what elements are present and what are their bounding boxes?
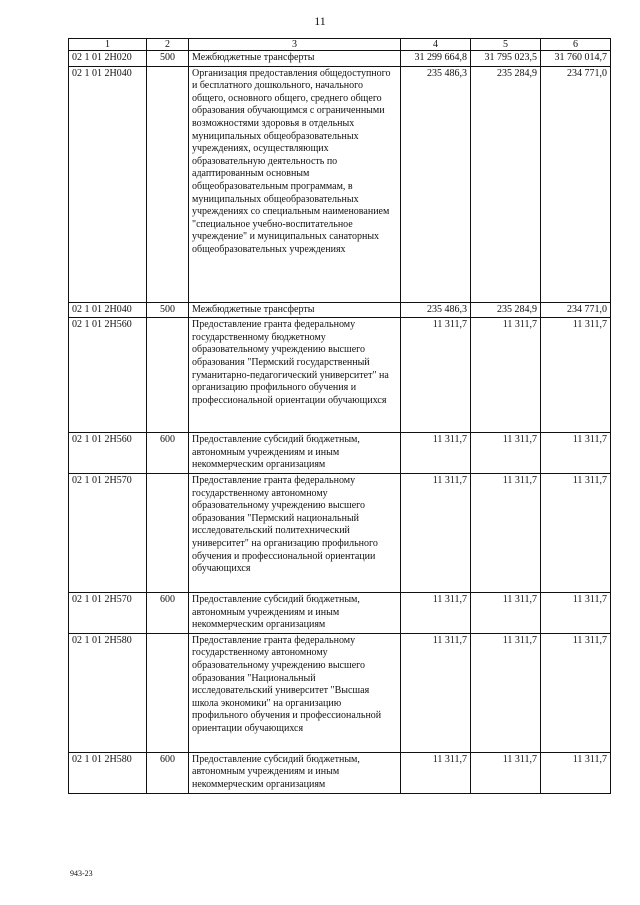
- expense-type-cell: 500: [147, 302, 189, 318]
- column-header: 2: [147, 39, 189, 51]
- amount-col6-cell: 11 311,7: [541, 633, 611, 752]
- amount-col4-cell: 11 311,7: [401, 752, 471, 793]
- amount-col4-cell: 11 311,7: [401, 592, 471, 633]
- budget-code-cell: 02 1 01 2Н020: [69, 51, 147, 67]
- table-row: [69, 318, 611, 433]
- amount-col5-cell: 11 311,7: [471, 318, 541, 433]
- column-header: 3: [189, 39, 401, 51]
- amount-col4-cell: 11 311,7: [401, 318, 471, 433]
- description-cell: Предоставление субсидий бюджетным, автономным учреждениям и иным некоммерческим организациям: [189, 752, 401, 793]
- amount-col6-cell: 234 771,0: [541, 302, 611, 318]
- amount-col6-cell: 11 311,7: [541, 752, 611, 793]
- budget-code-cell: 02 1 01 2Н560: [69, 433, 147, 474]
- amount-col4-cell: 235 486,3: [401, 66, 471, 302]
- expense-type-cell: [147, 633, 189, 752]
- budget-code-cell: 02 1 01 2Н040: [69, 302, 147, 318]
- column-header: 4: [401, 39, 471, 51]
- amount-col5-cell: 31 795 023,5: [471, 51, 541, 67]
- amount-col5-cell: 235 284,9: [471, 302, 541, 318]
- table-row: [69, 592, 611, 633]
- amount-col5-cell: 235 284,9: [471, 66, 541, 302]
- table-row: [69, 302, 611, 318]
- expense-type-cell: 600: [147, 592, 189, 633]
- amount-col6-cell: 11 311,7: [541, 433, 611, 474]
- amount-col4-cell: 235 486,3: [401, 302, 471, 318]
- table-row: [69, 433, 611, 474]
- budget-code-cell: 02 1 01 2Н570: [69, 473, 147, 592]
- expense-type-cell: [147, 473, 189, 592]
- table-row: [69, 473, 611, 592]
- description-cell: Организация предоставления общедоступного и бесплатного дошкольного, начального общего, основного общего, среднего общего образования обучающимся с ограниченными возможностями здоровья в отдельных муниципальных общеобразовательных учреждениях, осуществляющих образовательную деятельность по адаптированным основным общеобразовательным программам, в муниципальных общеобразовательных учреждениях со специальным наименованием "специальное учебно-воспитательное учреждение" и муниципальных санаторных общеобразовательных учреждениях: [189, 66, 401, 302]
- column-header: 1: [69, 39, 147, 51]
- budget-code-cell: 02 1 01 2Н580: [69, 633, 147, 752]
- amount-col5-cell: 11 311,7: [471, 592, 541, 633]
- table-row: [69, 633, 611, 752]
- expense-type-cell: [147, 66, 189, 302]
- budget-code-cell: 02 1 01 2Н570: [69, 592, 147, 633]
- amount-col5-cell: 11 311,7: [471, 433, 541, 474]
- amount-col5-cell: 11 311,7: [471, 473, 541, 592]
- amount-col6-cell: 11 311,7: [541, 473, 611, 592]
- expense-type-cell: 600: [147, 433, 189, 474]
- budget-code-cell: 02 1 01 2Н580: [69, 752, 147, 793]
- amount-col4-cell: 11 311,7: [401, 473, 471, 592]
- budget-code-cell: 02 1 01 2Н040: [69, 66, 147, 302]
- amount-col6-cell: 31 760 014,7: [541, 51, 611, 67]
- column-header: 5: [471, 39, 541, 51]
- document-code: 943-23: [70, 869, 93, 878]
- amount-col5-cell: 11 311,7: [471, 752, 541, 793]
- description-cell: Предоставление субсидий бюджетным, автономным учреждениям и иным некоммерческим организациям: [189, 592, 401, 633]
- expense-type-cell: 500: [147, 51, 189, 67]
- description-cell: Предоставление гранта федеральному государственному бюджетному образовательному учреждению высшего образования "Пермский государственный гуманитарно-педагогический университет" на организацию профильного обучения и профессиональной ориентации обучающихся: [189, 318, 401, 433]
- description-cell: Межбюджетные трансферты: [189, 302, 401, 318]
- amount-col5-cell: 11 311,7: [471, 633, 541, 752]
- description-cell: Предоставление гранта федеральному государственному автономному образовательному учреждению высшего образования "Пермский национальный исследовательский политехнический университет" на организацию профильного обучения и профессиональной ориентации обучающихся: [189, 473, 401, 592]
- expense-type-cell: [147, 318, 189, 433]
- expense-type-cell: 600: [147, 752, 189, 793]
- description-cell: Предоставление гранта федеральному государственному автономному образовательному учреждению высшего образования "Национальный исследовательский университет "Высшая школа экономики" на организацию профильного обучения и профессиональной ориентации обучающихся: [189, 633, 401, 752]
- amount-col4-cell: 31 299 664,8: [401, 51, 471, 67]
- table-row: [69, 752, 611, 793]
- description-cell: Межбюджетные трансферты: [189, 51, 401, 67]
- header-row: [69, 39, 611, 51]
- amount-col6-cell: 234 771,0: [541, 66, 611, 302]
- amount-col4-cell: 11 311,7: [401, 433, 471, 474]
- budget-table: [68, 38, 611, 794]
- amount-col6-cell: 11 311,7: [541, 318, 611, 433]
- budget-code-cell: 02 1 01 2Н560: [69, 318, 147, 433]
- table-row: [69, 51, 611, 67]
- table-row: [69, 66, 611, 302]
- page-number: 11: [314, 14, 326, 28]
- amount-col6-cell: 11 311,7: [541, 592, 611, 633]
- description-cell: Предоставление субсидий бюджетным, автономным учреждениям и иным некоммерческим организациям: [189, 433, 401, 474]
- column-header: 6: [541, 39, 611, 51]
- amount-col4-cell: 11 311,7: [401, 633, 471, 752]
